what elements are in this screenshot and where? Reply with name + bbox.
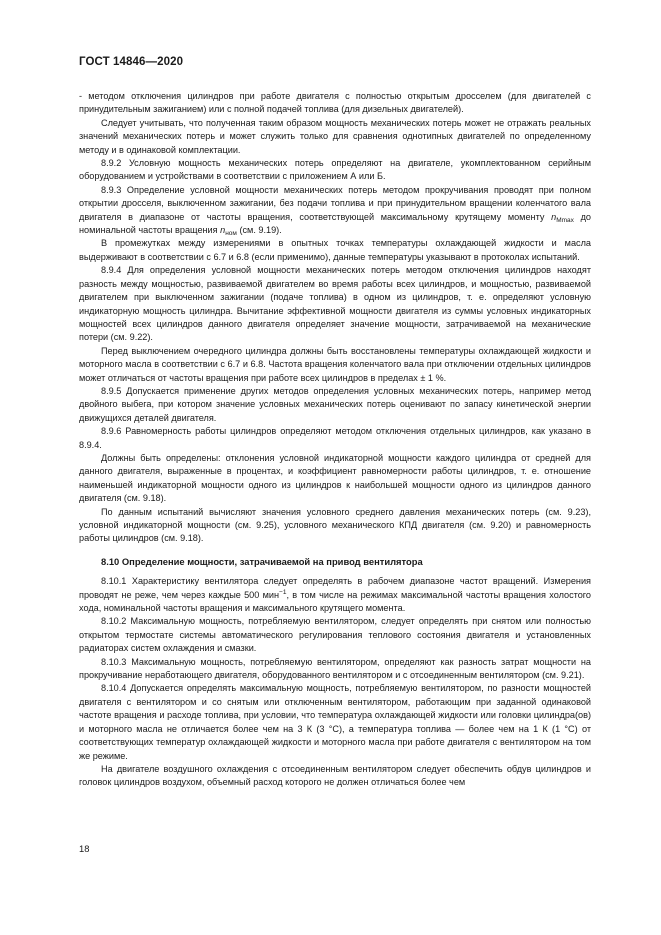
paragraph-8-10-4: 8.10.4 Допускается определять максимальную мощность, потребляемую вентилятором, по разности мощностей двигателя с вентилятором и со снятым или отключенным вентилятором, работающим при заданной одинаковой частоте вращения и расходе топлива, при условии, что температура охлаждающей жидкости или головки цилиндра(ов) и моторного масла не отличается более чем на 3 К (3 °C), а температура топлива — более чем на 1 К (1 °C) от соответствующих температур охлаждающей жидкости и моторного масла при работе двигателя с вентилятором на том же режиме. — [79, 683, 591, 761]
paragraph: В промежутках между измерениями в опытных точках температуры охлаждающей жидкости и масла выдерживают в соответствии с 6.7 и 6.8 (если применимо), данные температуры указывают в протоколах испытаний. — [79, 238, 591, 262]
paragraph-text: 8.9.3 Определение условной мощности механических потерь методом прокручивания проводят при полном открытии дросселя, выключенном зажигании, без подачи топлива и при принудительном вращении коленчатого вала двигателя в диапазоне от частоты вращения, соответствующей максимальному крутящему моменту — [79, 184, 591, 222]
paragraph-text: 8.10.1 Характеристику вентилятора следует определять в рабочем диапазоне частот вращений. Измерения проводят не реже, чем через каждые 500 мин — [79, 576, 591, 600]
section-number: 8.10 — [101, 555, 120, 567]
paragraph-8-10-2: 8.10.2 Максимальную мощность, потребляемую вентилятором, следует определять при снятом или полностью открытом термостате системы автоматического регулирования теплового состояния двигателя и установленных радиаторах систем охлаждения и смазки. — [79, 616, 591, 654]
paragraph-8-9-4: 8.9.4 Для определения условной мощности механических потерь методом отключения цилиндров находят разность между мощностью, развиваемой двигателем во время работы всех цилиндров, и мощностью, развиваемой двигателем при выключенном зажигании (подаче топлива) в одном из цилиндров, т. е. определяют условную индикаторную мощность цилиндра. Вычитание эффективной мощности двигателя из суммы условных индикаторных мощностей всех цилиндров данного двигателя определяет значение мощности, затрачиваемой на механические потери (см. 9.22). — [79, 265, 591, 343]
paragraph: На двигателе воздушного охлаждения с отсоединенным вентилятором следует обеспечить обдув цилиндров и головок цилиндров воздухом, объемный расход которого не должен отличаться более чем — [79, 763, 591, 788]
paragraph-8-9-5: 8.9.5 Допускается применение других методов определения условных механических потерь, например метод двойного выбега, при котором значение условных механических потерь оценивают по запасу кинетической энергии движущихся деталей двигателя. — [79, 385, 591, 423]
paragraph-text: , в том числе на режимах максимальной частоты вращения холостого хода, номинальной частоты вращения и максимального крутящего момента. — [79, 589, 591, 614]
paragraph: Следует учитывать, что полученная таким образом мощность механических потерь может не отражать реальных значений механических потерь и может служить только для сравнения однотипных двигателей по определенному методу и в одинаковой комплектации. — [79, 117, 591, 155]
page-number: 18 — [79, 843, 90, 854]
paragraph-8-10-1 — [79, 575, 591, 615]
section-title: Определение мощности, затрачиваемой на привод вентилятора — [121, 555, 423, 567]
symbol-n: n — [220, 225, 226, 236]
document-header: ГОСТ 14846—2020 — [79, 56, 184, 68]
paragraph-8-9-7: По данным испытаний вычисляют значения условного среднего давления механических потерь (см. 9.23), условной индикаторной мощности (см. 9.25), условного механического КПД двигателя (см. 9.20) и равномерность работы цилиндров (см. 9.18). — [79, 506, 591, 544]
subscript: ном — [225, 230, 237, 238]
paragraph-8-9-3 — [79, 184, 591, 238]
section-heading — [79, 555, 591, 568]
paragraph-8-9-6: 8.9.6 Равномерность работы цилиндров определяют методом отключения отдельных цилиндров, как указано в 8.9.4. — [79, 426, 591, 450]
paragraph-8-9-2: 8.9.2 Условную мощность механических потерь определяют на двигателе, укомплектованном серийным оборудованием и устройствами в соответствии с приложением А или Б. — [79, 158, 591, 182]
superscript: −1 — [279, 588, 287, 596]
subscript: Mmax — [556, 216, 574, 224]
paragraph: - методом отключения цилиндров при работе двигателя с полностью открытым дросселем (для двигателей с принудительным зажиганием) или с полной подачей топлива (для дизельных двигателей). — [79, 91, 591, 115]
symbol-n: n — [551, 211, 557, 222]
paragraph: Перед выключением очередного цилиндра должны быть восстановлены температуры охлаждающей жидкости и моторного масла в соответствии с 6.7 и 6.8. Частота вращения коленчатого вала при отключении отдельных цилиндров может отличаться от частоты вращения при работе всех цилиндров в пределах ± 1 %. — [79, 345, 591, 383]
paragraph: Должны быть определены: отклонения условной индикаторной мощности каждого цилиндра от средней для данного двигателя, выраженные в процентах, и коэффициент равномерности работы цилиндров, т. е. отношение наименьшей индикаторной мощности одного из цилиндров к наибольшей мощности одного из цилиндров данного двигателя (см. 9.18). — [79, 452, 591, 504]
document-body — [79, 90, 591, 790]
paragraph-text: до номинальной частоты вращения — [79, 211, 591, 236]
paragraph-text: (см. 9.19). — [236, 225, 282, 236]
paragraph-8-10-3: 8.10.3 Максимальную мощность, потребляемую вентилятором, определяют как разность затрат мощности на прокручивание неработающего двигателя, оборудованного вентилятором и с отсоединенным вентилятором (см. 9.21). — [79, 656, 591, 681]
